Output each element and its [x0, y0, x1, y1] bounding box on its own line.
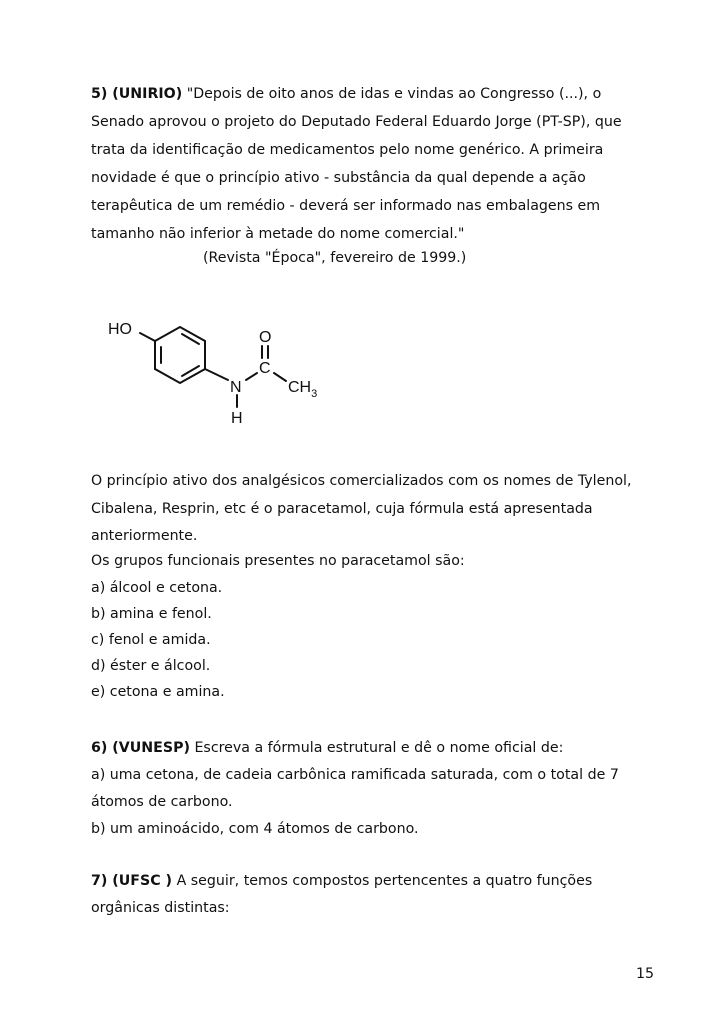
- ch3-label: $CH_3$: [288, 379, 318, 400]
- q5-line-4: novidade é que o princípio ativo - substância da qual depende a ação: [91, 170, 586, 186]
- q5-option-d: d) éster e álcool.: [91, 658, 211, 674]
- q5-number: 5) (UNIRIO): [91, 86, 183, 102]
- ho-label: HO: [108, 321, 132, 338]
- q7-text-1: A seguir, temos compostos pertencentes a quatro funções: [176, 873, 593, 889]
- q5-text-1: "Depois de oito anos de idas e vindas ao Congresso (...), o: [186, 86, 602, 102]
- q5-line-5: terapêutica de um remédio - deverá ser informado nas embalagens em: [91, 198, 601, 214]
- q6-item-b: b) um aminoácido, com 4 átomos de carbono.: [91, 821, 419, 837]
- q5-body-4: Os grupos funcionais presentes no paracetamol são:: [91, 553, 465, 569]
- carbon-label: C: [259, 360, 271, 377]
- q6-item-a-cont: átomos de carbono.: [91, 794, 233, 810]
- q5-option-a: a) álcool e cetona.: [91, 580, 223, 596]
- q5-body-3: anteriormente.: [91, 528, 198, 544]
- hydrogen-label: H: [231, 410, 243, 427]
- q5-option-e: e) cetona e amina.: [91, 684, 225, 700]
- q6-item-a: a) uma cetona, de cadeia carbônica ramificada saturada, com o total de 7: [91, 767, 619, 783]
- q5-body-1: O princípio ativo dos analgésicos comercializados com os nomes de Tylenol,: [91, 473, 632, 489]
- q7-number: 7) (UFSC ): [91, 873, 173, 889]
- q5-body-2: Cibalena, Resprin, etc é o paracetamol, cuja fórmula está apresentada: [91, 501, 593, 517]
- q5-option-b: b) amina e fenol.: [91, 606, 212, 622]
- q7-line-2: orgânicas distintas:: [91, 900, 230, 916]
- q5-citation: (Revista "Época", fevereiro de 1999.): [203, 250, 467, 266]
- paracetamol-structure: [100, 310, 360, 435]
- q5-line-2: Senado aprovou o projeto do Deputado Federal Eduardo Jorge (PT-SP), que: [91, 114, 622, 130]
- q5-line-6: tamanho não inferior à metade do nome comercial.": [91, 226, 465, 242]
- q5-line-1: [91, 86, 601, 102]
- nitrogen-label: N: [230, 379, 242, 396]
- benzene-ring: [155, 327, 205, 383]
- page-number: 15: [636, 966, 655, 982]
- q7-line-1: [91, 873, 592, 889]
- q6-number: 6) (VUNESP): [91, 740, 190, 756]
- q5-line-3: trata da identificação de medicamentos pelo nome genérico. A primeira: [91, 142, 604, 158]
- q5-option-c: c) fenol e amida.: [91, 632, 211, 648]
- q6-intro: Escreva a fórmula estrutural e dê o nome oficial de:: [194, 740, 564, 756]
- q6-line-1: [91, 740, 563, 756]
- oxygen-label: O: [259, 329, 272, 346]
